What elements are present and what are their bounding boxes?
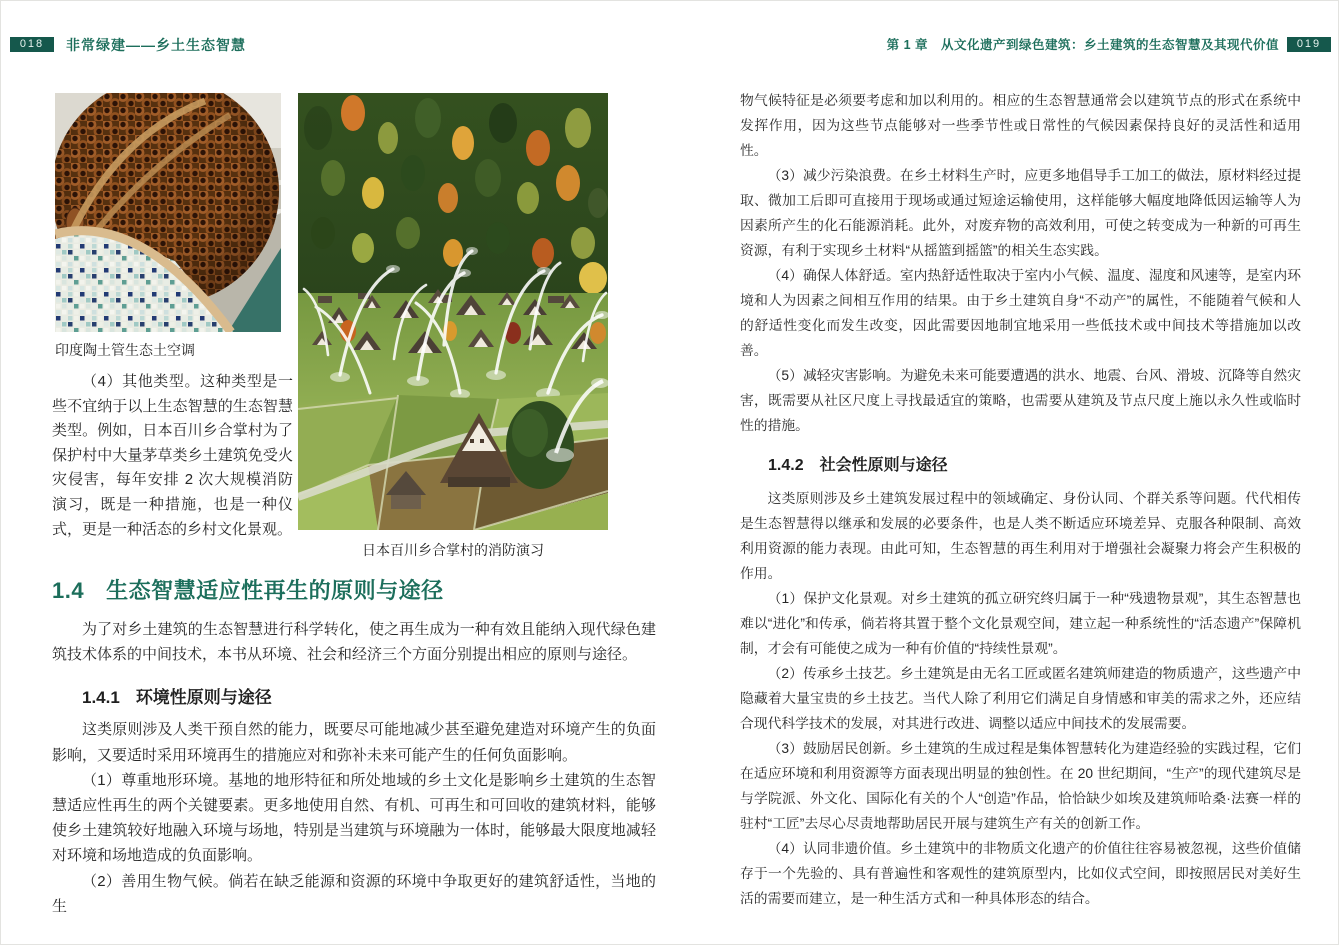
section-number: 1.4.1 xyxy=(82,688,120,708)
paragraph-bioclimate-continued: 物气候特征是必须要考虑和加以利用的。相应的生态智慧通常会以建筑节点的形式在系统中发挥作用，因为这些节点能够对一些季节性或日常性的气候因素保持良好的灵活性和适用性。 xyxy=(740,93,1301,158)
right-column xyxy=(298,93,608,559)
section-number: 1.4 xyxy=(52,578,85,603)
right-page-content xyxy=(740,88,1301,911)
paragraph-resident-innovation: （3）鼓励居民创新。乡土建筑的生成过程是集体智慧转化为建造经验的实践过程，它们在适应环境和利用资源等方面表现出明显的独创性。在 20 世纪期间，“生产”的现代建筑尽是与学院派、外文化、国际化有关的个人“创造”作品，恰恰缺少如埃及建筑师哈桑·法赛一样的驻村“工匠”去尽心尽责地帮助居民开展与建筑生产有关的创新工作。 xyxy=(740,741,1301,831)
section-heading-1-4 xyxy=(52,574,656,605)
paragraph-other-types: （4）其他类型。这种类型是一些不宜纳于以上生态智慧的生态智慧类型。例如，日本百川乡合掌村为了保护村中大量茅草类乡土建筑免受火灾侵害，每年安排 2 次大规模消防演习，既是一种措施，也是一种仪式，更是一种活态的乡村文化景观。 xyxy=(52,373,293,538)
section-number: 1.4.2 xyxy=(768,457,804,474)
section-title: 社会性原则与途径 xyxy=(819,457,948,474)
photo-columns xyxy=(52,93,656,559)
paragraph-bioclimate-start: （2）善用生物气候。倘若在缺乏能源和资源的环境中争取更好的建筑舒适性，当地的生 xyxy=(52,872,656,915)
running-title-left: 非常绿建——乡土生态智慧 xyxy=(66,37,246,53)
left-page-content xyxy=(52,93,656,919)
caption-pipes: 印度陶土管生态土空调 xyxy=(55,342,195,358)
running-title-right: 第 1 章 从文化遗产到绿色建筑：乡土建筑的生态智慧及其现代价值 xyxy=(886,38,1279,52)
paragraph-human-comfort: （4）确保人体舒适。室内热舒适性取决于室内小气候、温度、湿度和风速等，是室内环境和人为因素之间相互作用的结果。由于乡土建筑自身“不动产”的属性，不能随着气候和人的舒适性变化而发生改变，因此需要因地制宜地采用一些低技术或中间技术等措施加以改善。 xyxy=(740,268,1301,358)
photo-clay-pipe-cooler xyxy=(55,93,281,332)
section-heading-1-4-1 xyxy=(52,683,656,708)
paragraph-1-4-1-intro: 这类原则涉及人类干预自然的能力，既要尽可能地减少甚至避免建造对环境产生的负面影响，又要适时采用环境再生的措施应对和弥补未来可能产生的任何负面影响。 xyxy=(52,721,656,764)
left-column xyxy=(52,93,293,559)
paragraph-vernacular-craft: （2）传承乡土技艺。乡土建筑是由无名工匠或匿名建筑师建造的物质遗产，这些遗产中隐藏着大量宝贵的乡土技艺。当代人除了利用它们满足自身情感和审美的需求之外，还应结合现代科学技术的发展，对其进行改进、调整以适应中间技术的发展需要。 xyxy=(740,666,1301,731)
paragraph-1-4-2-intro: 这类原则涉及乡土建筑发展过程中的领域确定、身份认同、个群关系等问题。代代相传是生态智慧得以继承和发展的必要条件，也是人类不断适应环境差异、克服各种限制、高效利用资源的能力表现。由此可知，生态智慧的再生利用对于增强社会凝聚力将会产生积极的作用。 xyxy=(740,491,1301,581)
caption-village: 日本百川乡合掌村的消防演习 xyxy=(362,542,544,558)
page-number-left: 018 xyxy=(10,37,54,52)
photo-village-fire-drill xyxy=(298,93,608,530)
page-number-right: 019 xyxy=(1287,37,1331,52)
paragraph-1-4-intro: 为了对乡土建筑的生态智慧进行科学转化，使之再生成为一种有效且能纳入现代绿色建筑技术体系的中间技术，本书从环境、社会和经济三个方面分别提出相应的原则与途径。 xyxy=(52,621,656,664)
section-title: 生态智慧适应性再生的原则与途径 xyxy=(106,578,444,603)
paragraph-reduce-pollution: （3）减少污染浪费。在乡土材料生产时，应更多地倡导手工加工的做法，原材料经过提取、微加工后即可直接用于现场或通过短途运输使用，这样能够大幅度地降低因运输等人为因素所产生的化石能源消耗。此外，对废弃物的高效利用，可使之转变成为一种新的可再生资源，有利于实现乡土材料“从摇篮到摇篮”的相关生态实践。 xyxy=(740,168,1301,258)
section-title: 环境性原则与途径 xyxy=(135,688,272,708)
paragraph-intangible-value: （4）认同非遗价值。乡土建筑中的非物质文化遗产的价值往往容易被忽视，这些价值储存于一个先验的、具有普遍性和客观性的建筑原型内，比如仪式空间，即按照居民对美好生活的需要而建立，是一种生活方式和一种具体形态的结合。 xyxy=(740,841,1301,906)
paragraph-cultural-landscape: （1）保护文化景观。对乡土建筑的孤立研究终归属于一种“残遗物景观”，其生态智慧也难以“进化”和传承，倘若将其置于整个文化景观空间，建立起一种系统性的“活态遗产”保障机制，才会有可能使之成为一种有价值的“持续性景观”。 xyxy=(740,591,1301,656)
paragraph-disaster-mitigation: （5）减轻灾害影响。为避免未来可能要遭遇的洪水、地震、台风、滑坡、沉降等自然灾害，既需要从社区尺度上寻找最适宜的策略，也需要从建筑及节点尺度上施以永久性或临时性的措施。 xyxy=(740,368,1301,433)
section-heading-1-4-2 xyxy=(740,452,1301,475)
paragraph-respect-terrain: （1）尊重地形环境。基地的地形特征和所处地域的乡土文化是影响乡土建筑的生态智慧适应性再生的两个关键要素。更多地使用自然、有机、可再生和可回收的建筑材料，能够使乡土建筑较好地融入环境与场地，特别是当建筑与环境融为一体时，能够最大限度地减轻对环境和场地造成的负面影响。 xyxy=(52,771,656,865)
